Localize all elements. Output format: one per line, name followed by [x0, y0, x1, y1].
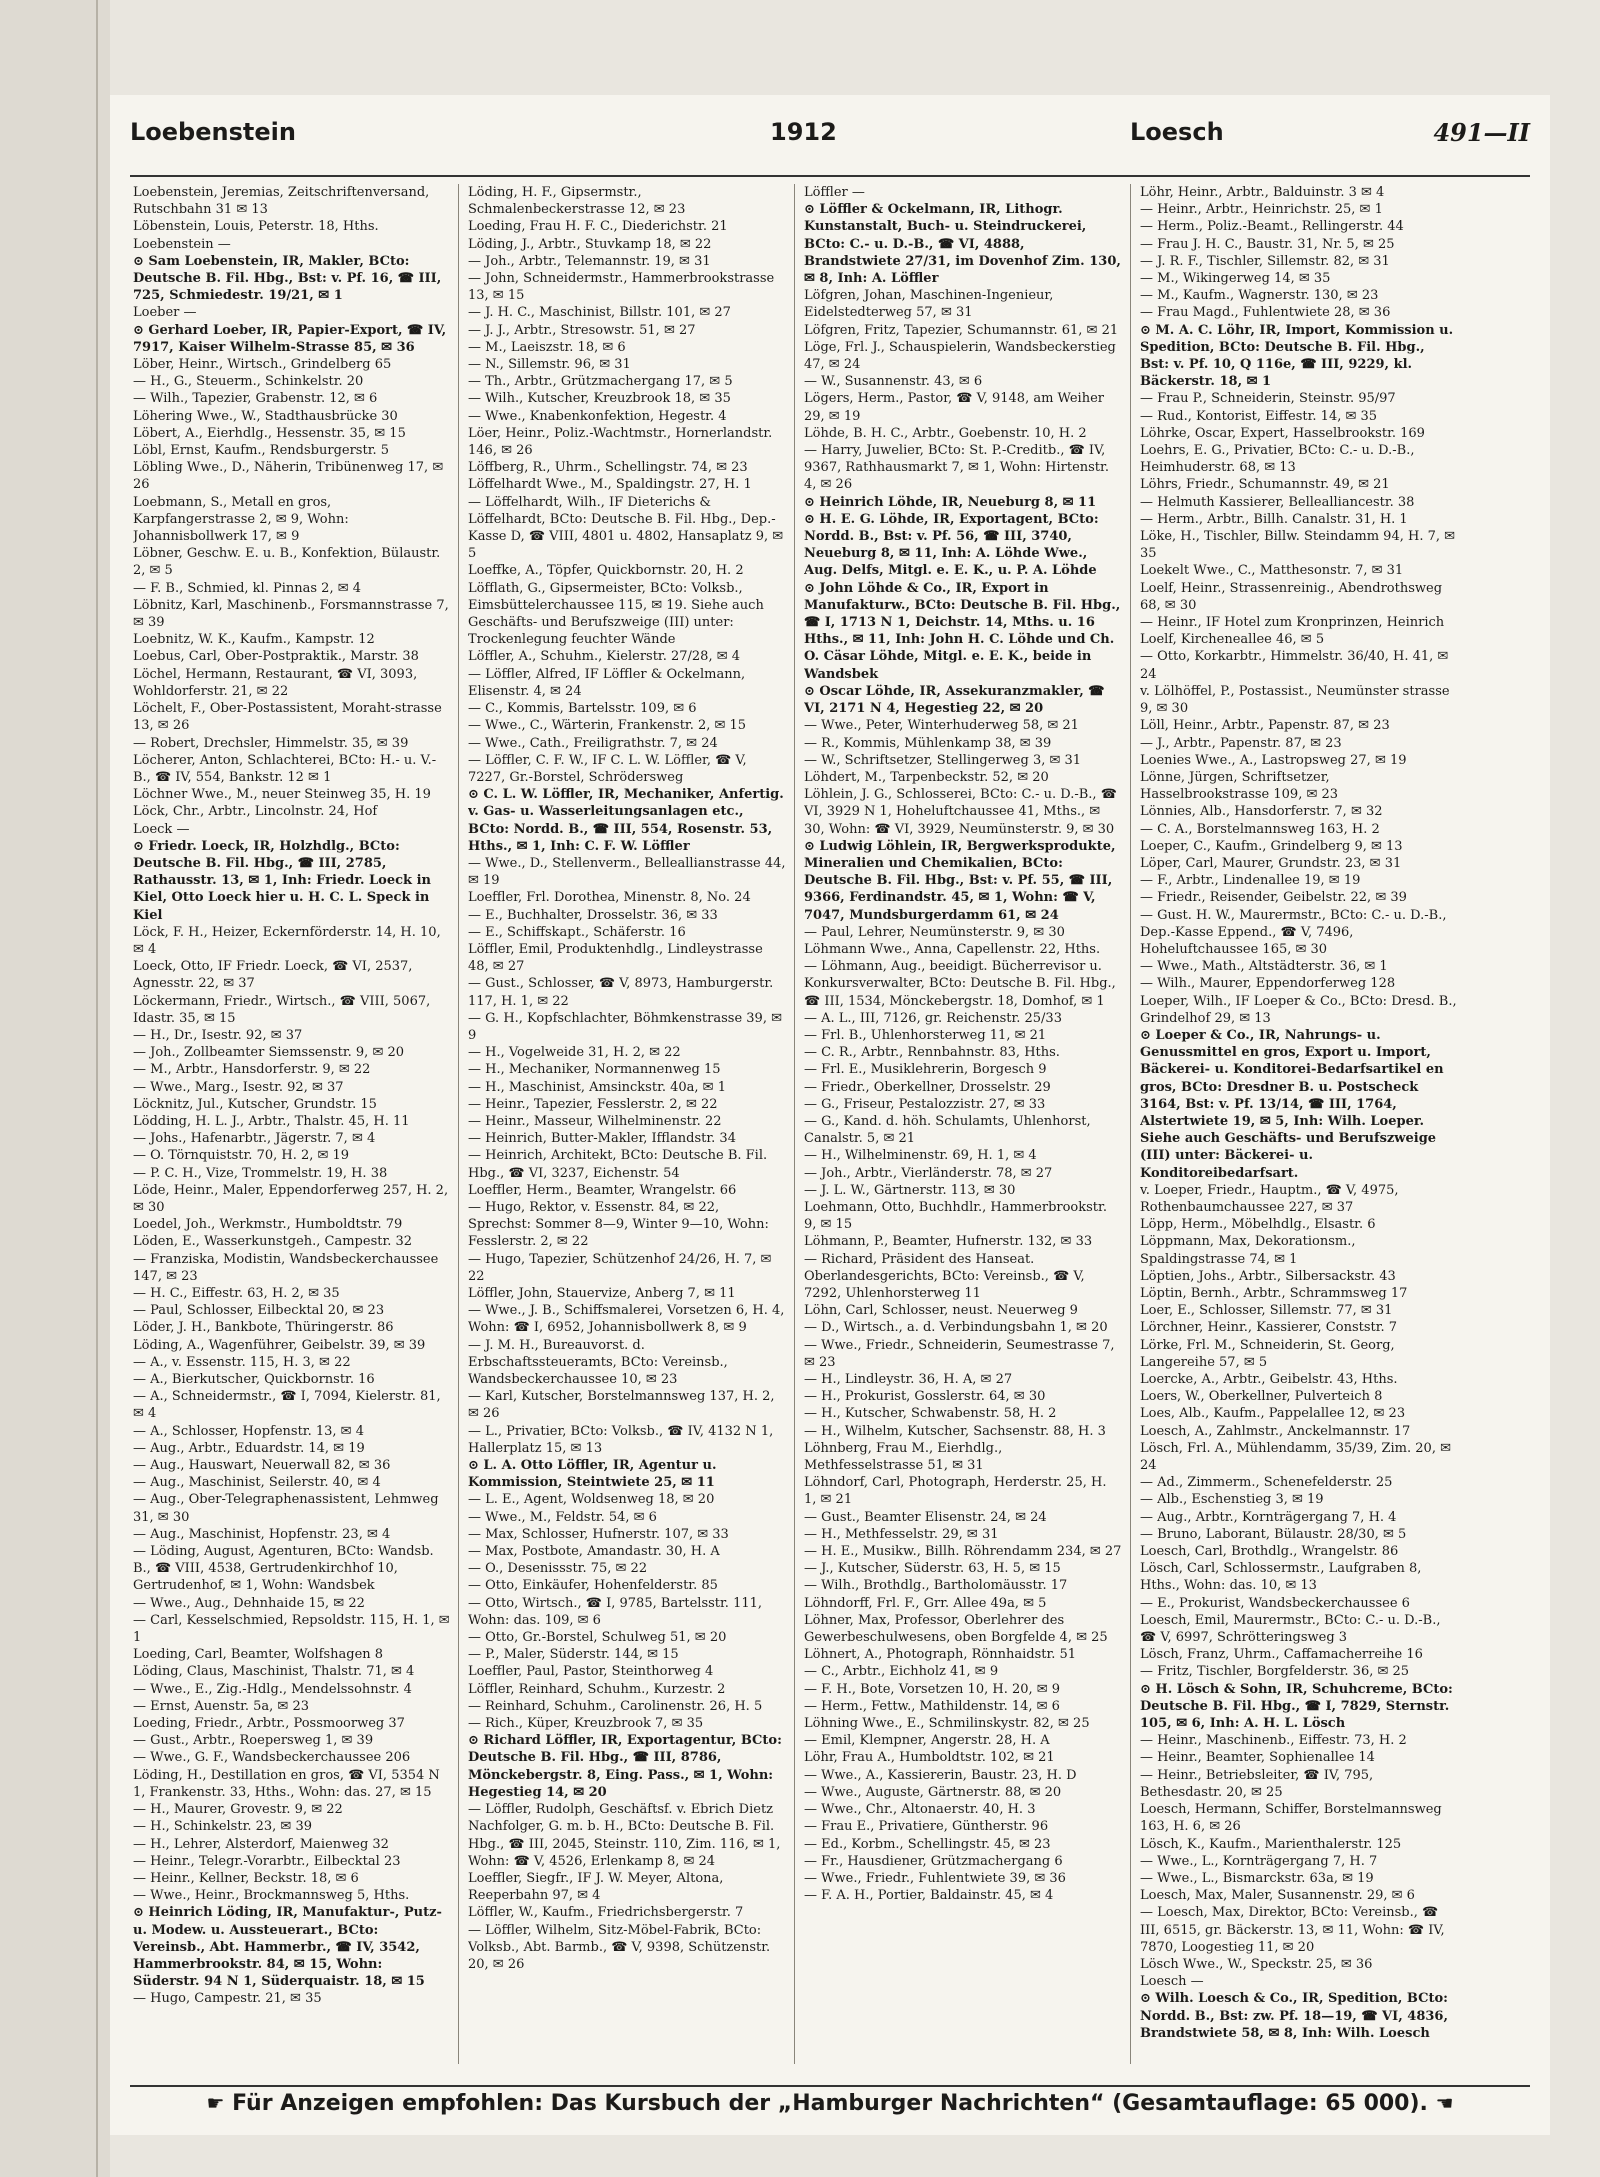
- directory-entry: — Wwe., M., Feldstr. 54, ✉ 6: [468, 1509, 657, 1525]
- directory-entry: — J., Arbtr., Papenstr. 87, ✉ 23: [1140, 735, 1342, 751]
- directory-entry: ⊙ Richard Löffler, IR, Exportagentur, BCto: Deutsche B. Fil. Hbg., ☎ III, 8786, Mönckebergstr. 8, Eing. Pass., ✉ 1, Wohn: Hegestieg 14, ✉ 20: [468, 1733, 782, 1800]
- directory-entry: ⊙ H. E. G. Löhde, IR, Exportagent, BCto: Nordd. B., Bst: v. Pf. 56, ☎ III, 3740, Neueburg 8, ✉ 11, Inh: A. Löhde Wwe., Aug. Delfs, Mitgl. e. E. K., u. P. A. Löhde: [804, 511, 1099, 579]
- directory-entry: — Rud., Kontorist, Eiffestr. 14, ✉ 35: [1140, 408, 1378, 424]
- directory-entry: ⊙ Oscar Löhde, IR, Assekuranzmakler, ☎ VI, 2171 N 4, Hegestieg 22, ✉ 20: [804, 683, 1105, 717]
- directory-entry: — Karl, Kutscher, Borstelmannsweg 137, H. 2, ✉ 26: [468, 1389, 775, 1422]
- directory-entry: — Heinrich, Architekt, BCto: Deutsche B. Fil. Hbg., ☎ VI, 3237, Eichenstr. 54: [468, 1148, 768, 1181]
- directory-entry: Löding, H., Destillation en gros, ☎ VI, 5354 N 1, Frankenstr. 33, Hths., Wohn: das. 27, ✉ 15: [133, 1767, 440, 1800]
- directory-entry: — A., Schlosser, Hopfenstr. 13, ✉ 4: [133, 1423, 364, 1439]
- directory-entry: — Paul, Schlosser, Eilbecktal 20, ✉ 23: [133, 1303, 385, 1319]
- directory-entry: Lönnies, Alb., Hansdorferstr. 7, ✉ 32: [1140, 804, 1383, 820]
- directory-entry: — Wilh., Brothdlg., Bartholomäusstr. 17: [804, 1578, 1068, 1594]
- directory-entry: — Otto, Wirtsch., ☎ I, 9785, Bartelsstr. 111, Wohn: das. 109, ✉ 6: [468, 1595, 763, 1628]
- directory-entry: — O. Törnquiststr. 70, H. 2, ✉ 19: [133, 1148, 350, 1164]
- directory-entry: — H., Dr., Isestr. 92, ✉ 37: [133, 1027, 303, 1043]
- directory-entry: Loedel, Joh., Werkmstr., Humboldtstr. 79: [133, 1217, 403, 1233]
- directory-entry: — Aug., Arbtr., Eduardstr. 14, ✉ 19: [133, 1440, 365, 1456]
- directory-entry: ⊙ Ludwig Löhlein, IR, Bergwerksprodukte, Mineralien und Chemikalien, BCto: Deutsche B. Fil. Hbg., Bst: v. Pf. 55, ☎ III, 9366, Ferdinandstr. 45, ✉ 1, Wohn: ☎ V, 7047, Mundsburgerdamm 61, ✉ 24: [804, 838, 1116, 923]
- directory-entry: — O., Desenissstr. 75, ✉ 22: [468, 1561, 648, 1577]
- directory-entry: Loebenstein, Jeremias, Zeitschriftenversand, Rutschbahn 31 ✉ 13: [133, 185, 430, 218]
- directory-entry: — G., Kand. d. höh. Schulamts, Uhlenhorst, Canalstr. 5, ✉ 21: [804, 1113, 1091, 1147]
- directory-entry: — Joh., Arbtr., Vierländerstr. 78, ✉ 27: [804, 1165, 1053, 1181]
- directory-entry: Loesch, Max, Maler, Susannenstr. 29, ✉ 6: [1140, 1888, 1415, 1904]
- directory-entry: — J. H. C., Maschinist, Billstr. 101, ✉ 27: [468, 305, 731, 321]
- directory-entry: Löder, J. H., Bankbote, Thüringerstr. 86: [133, 1320, 394, 1336]
- directory-entry: — John, Schneidermstr., Hammerbrookstrasse 13, ✉ 15: [468, 271, 775, 304]
- directory-entry: Löhmann Wwe., Anna, Capellenstr. 22, Hths.: [804, 941, 1101, 957]
- directory-entry: — Otto, Gr.-Borstel, Schulweg 51, ✉ 20: [468, 1630, 727, 1646]
- directory-entry: — Alb., Eschenstieg 3, ✉ 19: [1140, 1492, 1324, 1508]
- directory-entry: Löffler, John, Stauervize, Anberg 7, ✉ 11: [468, 1286, 736, 1301]
- directory-entry: Löcherer, Anton, Schlachterei, BCto: H.- u. V.-B., ☎ IV, 554, Bankstr. 12 ✉ 1: [133, 752, 437, 785]
- column-4: [1140, 184, 1458, 2064]
- directory-entry: — Fritz, Tischler, Borgfelderstr. 36, ✉ 25: [1140, 1664, 1410, 1680]
- directory-entry: ⊙ M. A. C. Löhr, IR, Import, Kommission u. Spedition, BCto: Deutsche B. Fil. Hbg., Bst: v. Pf. 10, Q 116e, ☎ III, 9229, kl. Bäckerstr. 18, ✉ 1: [1140, 322, 1454, 390]
- directory-entry: — H. C., Eiffestr. 63, H. 2, ✉ 35: [133, 1286, 340, 1301]
- directory-entry: Loehmann, Otto, Buchhdlr., Hammerbrookstr. 9, ✉ 15: [804, 1199, 1107, 1233]
- directory-entry: Löhnberg, Frau M., Eierhdlg., Methfesselstrasse 51, ✉ 31: [804, 1440, 1003, 1474]
- directory-entry: — Bruno, Laborant, Bülaustr. 28/30, ✉ 5: [1140, 1526, 1407, 1542]
- directory-entry: — R., Kommis, Mühlenkamp 38, ✉ 39: [804, 735, 1052, 751]
- directory-entry: ⊙ Loeper & Co., IR, Nahrungs- u. Genussmittel en gros, Export u. Import, Bäckerei- u. Konditorei-Bedarfsartikel en gros, BCto: Dresdner B. u. Postscheck 3164, Bst: v. Pf. 13/14, ☎ III, 1764, Alstertwiete 19, ✉ 5, Inh: Wilh. Loeper. Siehe auch Geschäfts- und Berufszweige (III) unter: Bäckerei- u. Konditoreibedarfsart.: [1140, 1027, 1444, 1181]
- directory-entry: — H., Maurer, Grovestr. 9, ✉ 22: [133, 1802, 343, 1818]
- directory-entry: Loeding, Friedr., Arbtr., Possmoorweg 37: [133, 1716, 405, 1732]
- column-divider-1: [458, 184, 459, 2064]
- directory-entry: — H., Mechaniker, Normannenweg 15: [468, 1062, 721, 1078]
- directory-entry: — Wwe., Math., Altstädterstr. 36, ✉ 1: [1140, 959, 1388, 975]
- directory-entry: — Wwe., Friedr., Schneiderin, Seumestrasse 7, ✉ 23: [804, 1337, 1115, 1370]
- directory-entry: — N., Sillemstr. 96, ✉ 31: [468, 357, 631, 373]
- directory-entry: Löffelhardt Wwe., M., Spaldingstr. 27, H. 1: [468, 477, 752, 493]
- directory-entry: — D., Wirtsch., a. d. Verbindungsbahn 1, ✉ 20: [804, 1320, 1108, 1336]
- directory-entry: — Richard, Präsident des Hanseat. Oberlandesgerichts, BCto: Vereinsb., ☎ V, 7292, Uhlenhorsterweg 11: [804, 1251, 1085, 1301]
- directory-entry: Löhrs, Friedr., Schumannstr. 49, ✉ 21: [1140, 477, 1390, 493]
- directory-entry: Löbenstein, Louis, Peterstr. 18, Hths.: [133, 219, 379, 235]
- directory-entry: Löbl, Ernst, Kaufm., Rendsburgerstr. 5: [133, 443, 390, 459]
- directory-entry: Loeffler, Siegfr., IF J. W. Meyer, Altona, Reeperbahn 97, ✉ 4: [468, 1870, 724, 1904]
- directory-entry: — Wwe., Aug., Dehnhaide 15, ✉ 22: [133, 1595, 365, 1611]
- directory-entry: — Gust. H. W., Maurermstr., BCto: C.- u. D.-B., Dep.-Kasse Eppend., ☎ V, 7496, Hoheluftchaussee 165, ✉ 30: [1140, 907, 1447, 957]
- directory-entry: — Johs., Hafenarbtr., Jägerstr. 7, ✉ 4: [133, 1131, 376, 1147]
- directory-entry: Löke, H., Tischler, Billw. Steindamm 94, H. 7, ✉ 35: [1140, 529, 1456, 562]
- column-3: [804, 184, 1122, 2064]
- directory-entry: — Heinr., Telegr.-Vorarbtr., Eilbecktal 23: [133, 1853, 401, 1869]
- header-year: 1912: [770, 118, 837, 146]
- directory-entry: — Aug., Maschinist, Seilerstr. 40, ✉ 4: [133, 1475, 381, 1491]
- directory-entry: — Frl. B., Uhlenhorsterweg 11, ✉ 21: [804, 1027, 1047, 1043]
- column-1: [133, 184, 451, 2064]
- directory-entry: Löhnert, A., Photograph, Rönnhaidstr. 51: [804, 1647, 1077, 1663]
- directory-entry: Löden, E., Wasserkunstgeh., Campestr. 32: [133, 1234, 413, 1250]
- pointing-hand-right-icon: ☚: [1435, 2091, 1454, 2115]
- directory-entry: Löfflath, G., Gipsermeister, BCto: Volksb., Eimsbüttelerchaussee 115, ✉ 19. Siehe auch Geschäfts- und Berufszweige (III) unter: Trockenlegung feuchter Wände: [468, 580, 764, 648]
- directory-entry: Loesch —: [1140, 1974, 1204, 1990]
- binding-edge: [96, 0, 98, 2177]
- directory-entry: — Herm., Poliz.-Beamt., Rellingerstr. 44: [1140, 219, 1404, 235]
- directory-entry: — M., Kaufm., Wagnerstr. 130, ✉ 23: [1140, 288, 1379, 304]
- directory-entry: — H., Wilhelminenstr. 69, H. 1, ✉ 4: [804, 1148, 1037, 1164]
- directory-entry: Loeffke, A., Töpfer, Quickbornstr. 20, H. 2: [468, 563, 744, 579]
- directory-entry: ⊙ Wilh. Loesch & Co., IR, Spedition, BCto: Nordd. B., Bst: zw. Pf. 18—19, ☎ VI, 4836, Brandstwiete 58, ✉ 8, Inh: Wilh. Loesch: [1140, 1991, 1448, 2041]
- directory-entry: — Rich., Küper, Kreuzbrook 7, ✉ 35: [468, 1716, 704, 1732]
- directory-entry: — L. E., Agent, Woldsenweg 18, ✉ 20: [468, 1492, 715, 1508]
- footer-ad-text: Für Anzeigen empfohlen: Das Kursbuch der „Hamburger Nachrichten“ (Gesamtauflage: 65 000).: [232, 2091, 1428, 2116]
- directory-entry: — Löffler, Alfred, IF Löffler & Ockelmann, Elisenstr. 4, ✉ 24: [468, 666, 746, 699]
- directory-entry: — Hugo, Rektor, v. Essenstr. 84, ✉ 22, Sprechst: Sommer 8—9, Winter 9—10, Wohn: Fesslerstr. 2, ✉ 22: [468, 1199, 769, 1250]
- directory-entry: — A. L., III, 7126, gr. Reichenstr. 25/33: [804, 1010, 1062, 1026]
- directory-entry: — C., Arbtr., Eichholz 41, ✉ 9: [804, 1664, 999, 1680]
- directory-entry: — G., Friseur, Pestalozzistr. 27, ✉ 33: [804, 1096, 1046, 1112]
- pointing-hand-left-icon: ☛: [206, 2091, 225, 2115]
- directory-entry: — Herm., Fettw., Mathildenstr. 14, ✉ 6: [804, 1698, 1060, 1714]
- directory-entry: Löchelt, F., Ober-Postassistent, Moraht-strasse 13, ✉ 26: [133, 701, 442, 734]
- directory-entry: — Aug., Hauswart, Neuerwall 82, ✉ 36: [133, 1458, 391, 1474]
- directory-entry: — H., Vogelweide 31, H. 2, ✉ 22: [468, 1045, 681, 1061]
- header-rule: [130, 175, 1530, 177]
- directory-entry: ⊙ C. L. W. Löffler, IR, Mechaniker, Anfertig. v. Gas- u. Wasserleitungsanlagen etc., BCto: Nordd. B., ☎ III, 554, Rosenstr. 53, Hths., ✉ 1, Inh: C. F. W. Löffler: [468, 787, 784, 854]
- directory-entry: — Joh., Arbtr., Telemannstr. 19, ✉ 31: [468, 253, 711, 269]
- directory-entry: — E., Buchhalter, Drosselstr. 36, ✉ 33: [468, 907, 718, 923]
- directory-entry: — H., Methfesselstr. 29, ✉ 31: [804, 1526, 999, 1542]
- directory-entry: — Wwe., L., Bismarckstr. 63a, ✉ 19: [1140, 1870, 1374, 1886]
- directory-entry: — Wilh., Maurer, Eppendorferweg 128: [1140, 976, 1396, 992]
- directory-entry: Löhner, Max, Professor, Oberlehrer des Gewerbeschulwesens, oben Borgfelde 4, ✉ 25: [804, 1612, 1108, 1646]
- directory-entry: Lösch, Carl, Schlossermstr., Laufgraben 8, Hths., Wohn: das. 10, ✉ 13: [1140, 1561, 1422, 1594]
- directory-entry: ⊙ L. A. Otto Löffler, IR, Agentur u. Kommission, Steintwiete 25, ✉ 11: [468, 1458, 717, 1491]
- directory-entry: — J. J., Arbtr., Stresowstr. 51, ✉ 27: [468, 322, 696, 338]
- directory-entry: — Aug., Maschinist, Hopfenstr. 23, ✉ 4: [133, 1526, 391, 1542]
- directory-entry: — J. M. H., Bureauvorst. d. Erbschaftssteueramts, BCto: Vereinsb., Wandsbeckerchaussee 10, ✉ 23: [468, 1337, 728, 1388]
- directory-entry: Löll, Heinr., Arbtr., Papenstr. 87, ✉ 23: [1140, 718, 1390, 734]
- directory-entry: Löding, A., Wagenführer, Geibelstr. 39, ✉ 39: [133, 1337, 426, 1353]
- directory-entry: Löhndorf, Carl, Photograph, Herderstr. 25, H. 1, ✉ 21: [804, 1475, 1107, 1508]
- directory-entry: ⊙ Friedr. Loeck, IR, Holzhdlg., BCto: Deutsche B. Fil. Hbg., ☎ III, 2785, Rathausstr. 13, ✉ 1, Inh: Friedr. Loeck in Kiel, Otto Loeck hier u. H. C. L. Speck in Kiel: [133, 838, 431, 923]
- column-divider-3: [1130, 184, 1131, 2064]
- directory-entry: — Heinr., Arbtr., Heinrichstr. 25, ✉ 1: [1140, 202, 1383, 218]
- directory-entry: Löbling Wwe., D., Näherin, Tribünenweg 17, ✉ 26: [133, 460, 444, 493]
- directory-entry: — Frau J. H. C., Baustr. 31, Nr. 5, ✉ 25: [1140, 236, 1395, 252]
- directory-entry: Loeding, Carl, Beamter, Wolfshagen 8: [133, 1647, 384, 1663]
- directory-entry: — Gust., Schlosser, ☎ V, 8973, Hamburgerstr. 117, H. 1, ✉ 22: [468, 976, 774, 1009]
- directory-entry: Löffberg, R., Uhrm., Schellingstr. 74, ✉ 23: [468, 460, 748, 476]
- directory-entry: Loeffler, Paul, Pastor, Steinthorweg 4: [468, 1664, 714, 1680]
- directory-entry: Loelf, Heinr., Strassenreinig., Abendrothsweg 68, ✉ 30: [1140, 580, 1443, 613]
- directory-entry: Lösch, Franz, Uhrm., Caffamacherreihe 16: [1140, 1647, 1423, 1663]
- directory-entry: — Wwe., D., Stellenverm., Belleallianstrasse 44, ✉ 19: [468, 855, 786, 889]
- directory-entry: Löchel, Hermann, Restaurant, ☎ VI, 3093, Wohldorferstr. 21, ✉ 22: [133, 666, 418, 699]
- directory-entry: Löchner Wwe., M., neuer Steinweg 35, H. 19: [133, 787, 431, 803]
- directory-entry: Löhndorff, Frl. F., Grr. Allee 49a, ✉ 5: [804, 1595, 1047, 1611]
- directory-entry: — Wwe., Chr., Altonaerstr. 40, H. 3: [804, 1802, 1036, 1818]
- directory-entry: Loekelt Wwe., C., Matthesonstr. 7, ✉ 31: [1140, 563, 1404, 579]
- directory-entry: — Max, Schlosser, Hufnerstr. 107, ✉ 33: [468, 1526, 729, 1542]
- directory-entry: — E., Schiffskapt., Schäferstr. 16: [468, 924, 686, 940]
- directory-entry: — J. L. W., Gärtnerstr. 113, ✉ 30: [804, 1182, 1016, 1198]
- directory-entry: — H., Prokurist, Gosslerstr. 64, ✉ 30: [804, 1389, 1046, 1405]
- page-number: 491—II: [1433, 118, 1530, 147]
- directory-entry: Löffler, Reinhard, Schuhm., Kurzestr. 2: [468, 1681, 726, 1697]
- directory-entry: Loesch, Hermann, Schiffer, Borstelmannsweg 163, H. 6, ✉ 26: [1140, 1802, 1442, 1835]
- directory-entry: — J., Kutscher, Süderstr. 63, H. 5, ✉ 15: [804, 1561, 1061, 1577]
- directory-entry: — Carl, Kesselschmied, Repsoldstr. 115, H. 1, ✉ 1: [133, 1612, 450, 1646]
- directory-entry: Loeber —: [133, 305, 197, 321]
- directory-entry: — Reinhard, Schuhm., Carolinenstr. 26, H. 5: [468, 1698, 763, 1714]
- directory-entry: — E., Prokurist, Wandsbeckerchaussee 6: [1140, 1595, 1410, 1611]
- directory-entry: Loeck, Otto, IF Friedr. Loeck, ☎ VI, 2537, Agnesstr. 22, ✉ 37: [133, 959, 413, 992]
- directory-entry: — Wwe., E., Zig.-Hdlg., Mendelssohnstr. 4: [133, 1681, 412, 1697]
- directory-entry: — Heinr., Tapezier, Fesslerstr. 2, ✉ 22: [468, 1096, 718, 1112]
- directory-entry: Löhning Wwe., E., Schmilinskystr. 82, ✉ 25: [804, 1716, 1090, 1732]
- directory-entry: Löhering Wwe., W., Stadthausbrücke 30: [133, 408, 398, 424]
- directory-entry: Lörke, Frl. M., Schneiderin, St. Georg, Langereihe 57, ✉ 5: [1140, 1337, 1395, 1370]
- directory-entry: — Hugo, Campestr. 21, ✉ 35: [133, 1991, 322, 2007]
- directory-entry: Loes, Alb., Kaufm., Pappelallee 12, ✉ 23: [1140, 1406, 1406, 1422]
- directory-entry: Löhr, Frau A., Humboldtstr. 102, ✉ 21: [804, 1750, 1055, 1766]
- directory-entry: Löptin, Bernh., Arbtr., Schrammsweg 17: [1140, 1286, 1408, 1301]
- directory-entry: Lögers, Herm., Pastor, ☎ V, 9148, am Weiher 29, ✉ 19: [804, 391, 1104, 424]
- directory-entry: — Löding, August, Agenturen, BCto: Wandsb. B., ☎ VIII, 4538, Gertrudenkirchhof 10, Gertrudenhof, ✉ 1, Wohn: Wandsbek: [133, 1544, 434, 1594]
- directory-entry: — Paul, Lehrer, Neumünsterstr. 9, ✉ 30: [804, 924, 1065, 940]
- directory-entry: Lösch, Frl. A., Mühlendamm, 35/39, Zim. 20, ✉ 24: [1140, 1440, 1451, 1474]
- advertisement-footer: [130, 2085, 1530, 2121]
- directory-entry: — Gust., Arbtr., Roepersweg 1, ✉ 39: [133, 1733, 374, 1749]
- directory-entry: Löhlein, J. G., Schlosserei, BCto: C.- u. D.-B., ☎ VI, 3929 N 1, Hoheluftchaussee 41, Mths., ✉ 30, Wohn: ☎ VI, 3929, Neumünsterstr. 9, ✉ 30: [804, 787, 1117, 837]
- directory-entry: Löper, Carl, Maurer, Grundstr. 23, ✉ 31: [1140, 855, 1402, 871]
- directory-entry: — Wwe., Friedr., Fuhlentwiete 39, ✉ 36: [804, 1870, 1066, 1886]
- directory-entry: — Otto, Einkäufer, Hohenfelderstr. 85: [468, 1578, 718, 1594]
- directory-entry: — C., Kommis, Bartelsstr. 109, ✉ 6: [468, 701, 697, 717]
- directory-entry: Loebnitz, W. K., Kaufm., Kampstr. 12: [133, 632, 375, 648]
- directory-entry: — Wwe., A., Kassiererin, Baustr. 23, H. D: [804, 1767, 1077, 1783]
- directory-entry: Löcknitz, Jul., Kutscher, Grundstr. 15: [133, 1096, 377, 1112]
- directory-entry: Loeffler, Frl. Dorothea, Minenstr. 8, No. 24: [468, 890, 751, 906]
- directory-entry: — J. R. F., Tischler, Sillemstr. 82, ✉ 31: [1140, 253, 1390, 269]
- directory-entry: Löptien, Johs., Arbtr., Silbersackstr. 43: [1140, 1268, 1396, 1284]
- directory-entry: — P., Maler, Süderstr. 144, ✉ 15: [468, 1647, 679, 1663]
- directory-entry: Löbert, A., Eierhdlg., Hessenstr. 35, ✉ 15: [133, 425, 406, 441]
- directory-entry: — Löffler, Wilhelm, Sitz-Möbel-Fabrik, BCto: Volksb., Abt. Barmb., ☎ V, 9398, Schützenstr. 20, ✉ 26: [468, 1922, 771, 1972]
- directory-entry: — Emil, Klempner, Angerstr. 28, H. A: [804, 1733, 1050, 1749]
- directory-entry: Lörchner, Heinr., Kassierer, Conststr. 7: [1140, 1320, 1398, 1336]
- directory-entry: — Helmuth Kassierer, Bellealliancestr. 38: [1140, 494, 1415, 510]
- directory-entry: Löck, Chr., Arbtr., Lincolnstr. 24, Hof: [133, 804, 378, 820]
- directory-entry: Löck, F. H., Heizer, Eckernförderstr. 14, H. 10, ✉ 4: [133, 924, 441, 957]
- directory-entry: — Franziska, Modistin, Wandsbeckerchaussee 147, ✉ 23: [133, 1251, 439, 1284]
- directory-entry: — Wwe., Peter, Winterhuderweg 58, ✉ 21: [804, 718, 1079, 734]
- directory-entry: — Wilh., Kutscher, Kreuzbrook 18, ✉ 35: [468, 391, 731, 407]
- directory-entry: — H., Schinkelstr. 23, ✉ 39: [133, 1819, 313, 1835]
- directory-entry: Loebus, Carl, Ober-Postpraktik., Marstr. 38: [133, 649, 419, 665]
- directory-entry: — Gust., Beamter Elisenstr. 24, ✉ 24: [804, 1509, 1047, 1525]
- directory-entry: Loehrs, E. G., Privatier, BCto: C.- u. D.-B., Heimhuderstr. 68, ✉ 13: [1140, 443, 1415, 476]
- directory-entry: — Joh., Zollbeamter Siemssenstr. 9, ✉ 20: [133, 1045, 405, 1061]
- directory-entry: — F. A. H., Portier, Baldainstr. 45, ✉ 4: [804, 1888, 1054, 1904]
- header-left-keyword: Loebenstein: [130, 118, 296, 146]
- directory-entry: — Wwe., Marg., Isestr. 92, ✉ 37: [133, 1079, 344, 1095]
- directory-entry: Löbner, Geschw. E. u. B., Konfektion, Bülaustr. 2, ✉ 5: [133, 546, 441, 579]
- directory-entry: — Wilh., Tapezier, Grabenstr. 12, ✉ 6: [133, 391, 378, 407]
- directory-entry: ⊙ Heinrich Löhde, IR, Neueburg 8, ✉ 11: [804, 494, 1097, 510]
- directory-entry: Löfgren, Johan, Maschinen-Ingenieur, Eidelstedterweg 57, ✉ 31: [804, 288, 1054, 321]
- directory-entry: — Heinr., Maschinenb., Eiffestr. 73, H. 2: [1140, 1733, 1407, 1749]
- directory-entry: — Löhmann, Aug., beeidigt. Bücherrevisor u. Konkursverwalter, BCto: Deutsche B. Fil. Hbg., ☎ III, 1534, Mönckebergstr. 18, Domhof, ✉ 1: [804, 959, 1116, 1009]
- directory-entry: Löffler, Emil, Produktenhdlg., Lindleystrasse 48, ✉ 27: [468, 941, 763, 975]
- directory-entry: — H., Wilhelm, Kutscher, Sachsenstr. 88, H. 3: [804, 1423, 1106, 1439]
- directory-entry: — Herm., Arbtr., Billh. Canalstr. 31, H. 1: [1140, 511, 1408, 527]
- directory-entry: Loers, W., Oberkellner, Pulverteich 8: [1140, 1389, 1383, 1405]
- directory-entry: Lönne, Jürgen, Schriftsetzer, Hasselbrookstrasse 109, ✉ 23: [1140, 769, 1339, 803]
- directory-entry: Lösch, K., Kaufm., Marienthalerstr. 125: [1140, 1836, 1402, 1852]
- directory-entry: — Ad., Zimmerm., Schenefelderstr. 25: [1140, 1475, 1393, 1491]
- directory-entry: — G. H., Kopfschlachter, Böhmkenstrasse 39, ✉ 9: [468, 1010, 782, 1043]
- directory-entry: Loer, E., Schlosser, Sillemstr. 77, ✉ 31: [1140, 1303, 1393, 1319]
- directory-entry: — F., Arbtr., Lindenallee 19, ✉ 19: [1140, 873, 1361, 889]
- directory-entry: — Frau P., Schneiderin, Steinstr. 95/97: [1140, 391, 1396, 407]
- directory-entry: Löffler —: [804, 185, 865, 200]
- directory-entry: — H., Maschinist, Amsinckstr. 40a, ✉ 1: [468, 1079, 726, 1095]
- directory-entry: — Harry, Juwelier, BCto: St. P.-Creditb., ☎ IV, 9367, Rathhausmarkt 7, ✉ 1, Wohn: Hirtenstr. 4, ✉ 26: [804, 443, 1109, 493]
- directory-entry: — W., Susannenstr. 43, ✉ 6: [804, 374, 983, 390]
- directory-entry: Loebmann, S., Metall en gros, Karpfangerstrasse 2, ✉ 9, Wohn: Johannisbollwerk 17, ✉ 9: [133, 494, 349, 545]
- directory-entry: Löding, Claus, Maschinist, Thalstr. 71, ✉ 4: [133, 1664, 415, 1680]
- directory-entry: — H., Kutscher, Schwabenstr. 58, H. 2: [804, 1406, 1057, 1422]
- directory-entry: Loeffler, Herm., Beamter, Wrangelstr. 66: [468, 1182, 737, 1198]
- directory-entry: — Heinr., Beamter, Sophienallee 14: [1140, 1750, 1375, 1766]
- directory-entry: — Hugo, Tapezier, Schützenhof 24/26, H. 7, ✉ 22: [468, 1251, 772, 1284]
- directory-entry: Löpp, Herm., Möbelhdlg., Elsastr. 6: [1140, 1217, 1376, 1233]
- directory-entry: — Wwe., Cath., Freiligrathstr. 7, ✉ 24: [468, 735, 718, 751]
- directory-entry: — Ernst, Auenstr. 5a, ✉ 23: [133, 1698, 309, 1714]
- directory-entry: — Wwe., Knabenkonfektion, Hegestr. 4: [468, 408, 727, 424]
- directory-entry: — C. A., Borstelmannsweg 163, H. 2: [1140, 821, 1380, 837]
- directory-entry: — M., Wikingerweg 14, ✉ 35: [1140, 271, 1331, 287]
- directory-entry: Lösch Wwe., W., Speckstr. 25, ✉ 36: [1140, 1956, 1373, 1972]
- directory-entry: — Löffelhardt, Wilh., IF Dieterichs & Löffelhardt, BCto: Deutsche B. Fil. Hbg., Dep.-Kasse D, ☎ VIII, 4801 u. 4802, Hansaplatz 9, ✉ 5: [468, 494, 784, 562]
- column-2: [468, 184, 786, 2064]
- directory-entry: Löhrke, Oscar, Expert, Hasselbrookstr. 169: [1140, 425, 1425, 441]
- directory-entry: — M., Laeiszstr. 18, ✉ 6: [468, 339, 626, 355]
- directory-entry: — Wwe., G. F., Wandsbeckerchaussee 206: [133, 1750, 411, 1766]
- directory-entry: Löde, Heinr., Maler, Eppendorferweg 257, H. 2, ✉ 30: [133, 1182, 449, 1215]
- directory-entry: — H. E., Musikw., Billh. Röhrendamm 234, ✉ 27: [804, 1544, 1122, 1560]
- directory-entry: — Wwe., J. B., Schiffsmalerei, Vorsetzen 6, H. 4, Wohn: ☎ I, 6952, Johannisbollwerk 8, ✉ 9: [468, 1303, 785, 1336]
- directory-entry: — H., Lehrer, Alsterdorf, Maienweg 32: [133, 1836, 389, 1852]
- directory-entry: Loercke, A., Arbtr., Geibelstr. 43, Hths.: [1140, 1372, 1398, 1388]
- directory-entry: Löckermann, Friedr., Wirtsch., ☎ VIII, 5067, Idastr. 35, ✉ 15: [133, 993, 431, 1026]
- directory-entry: ⊙ Heinrich Löding, IR, Manufaktur-, Putz- u. Modew. u. Aussteuerart., BCto: Vereinsb., Abt. Hammerbr., ☎ IV, 3542, Hammerbrookstr. 84, ✉ 15, Wohn: Süderstr. 94 N 1, Süderquaistr. 18, ✉ 15: [133, 1905, 442, 1990]
- directory-entry: — Otto, Korkarbtr., Himmelstr. 36/40, H. 41, ✉ 24: [1140, 649, 1449, 682]
- binding-gutter: [0, 0, 110, 2177]
- directory-entry: Loesch, A., Zahlmstr., Anckelmannstr. 17: [1140, 1423, 1411, 1439]
- directory-entry: Löhde, B. H. C., Arbtr., Goebenstr. 10, H. 2: [804, 425, 1087, 441]
- directory-entry: Löbnitz, Karl, Maschinenb., Forsmannstrasse 7, ✉ 39: [133, 597, 449, 631]
- directory-entry: — Heinr., Betriebsleiter, ☎ IV, 795, Bethesdastr. 20, ✉ 25: [1140, 1767, 1374, 1800]
- directory-entry: — Aug., Ober-Telegraphenassistent, Lehmweg 31, ✉ 30: [133, 1492, 439, 1525]
- directory-entry: — L., Privatier, BCto: Volksb., ☎ IV, 4132 N 1, Hallerplatz 15, ✉ 13: [468, 1423, 774, 1456]
- directory-entry: Löffler, A., Schuhm., Kielerstr. 27/28, ✉ 4: [468, 649, 741, 665]
- directory-entry: — Heinrich, Butter-Makler, Ifflandstr. 34: [468, 1131, 736, 1147]
- directory-entry: ⊙ Sam Loebenstein, IR, Makler, BCto: Deutsche B. Fil. Hbg., Bst: v. Pf. 16, ☎ III, 725, Schmiedestr. 19/21, ✉ 1: [133, 253, 442, 304]
- directory-entry: — P. C. H., Vize, Trommelstr. 19, H. 38: [133, 1165, 388, 1181]
- column-divider-2: [794, 184, 795, 2064]
- directory-entry: Löhdert, M., Tarpenbeckstr. 52, ✉ 20: [804, 769, 1049, 785]
- header-right-keyword: Loesch: [1130, 118, 1224, 146]
- directory-entry: Löhn, Carl, Schlosser, neust. Neuerweg 9: [804, 1303, 1078, 1319]
- directory-entry: Loebenstein —: [133, 236, 231, 252]
- page-header: [130, 118, 1530, 158]
- directory-entry: Loeck —: [133, 821, 190, 837]
- directory-entry: — F. B., Schmied, kl. Pinnas 2, ✉ 4: [133, 580, 362, 596]
- directory-entry: — H., Lindleystr. 36, H. A, ✉ 27: [804, 1372, 1013, 1388]
- directory-entry: — Frau Magd., Fuhlentwiete 28, ✉ 36: [1140, 305, 1391, 321]
- directory-entry: — Heinr., Kellner, Beckstr. 18, ✉ 6: [133, 1870, 359, 1886]
- directory-entry: — Ed., Korbm., Schellingstr. 45, ✉ 23: [804, 1836, 1051, 1852]
- directory-entry: — Frau E., Privatiere, Güntherstr. 96: [804, 1819, 1049, 1835]
- directory-entry: Loenies Wwe., A., Lastropsweg 27, ✉ 19: [1140, 752, 1407, 768]
- directory-entry: — Wwe., Heinr., Brockmannsweg 5, Hths.: [133, 1888, 410, 1904]
- directory-entry: Löhmann, P., Beamter, Hufnerstr. 132, ✉ 33: [804, 1234, 1093, 1250]
- directory-entry: — Löffler, Rudolph, Geschäftsf. v. Ebrich Dietz Nachfolger, G. m. b. H., BCto: Deutsche B. Fil. Hbg., ☎ III, 2045, Steinstr. 110, Zim. 116, ✉ 1, Wohn: ☎ V, 4526, Erlenkamp 8, ✉ 24: [468, 1802, 781, 1869]
- directory-entry: — Löffler, C. F. W., IF C. L. W. Löffler, ☎ V, 7227, Gr.-Borstel, Schrödersweg: [468, 752, 747, 785]
- directory-entry: — Wwe., L., Kornträgergang 7, H. 7: [1140, 1853, 1378, 1869]
- directory-entry: Löber, Heinr., Wirtsch., Grindelberg 65: [133, 357, 392, 373]
- directory-entry: Löer, Heinr., Poliz.-Wachtmstr., Hornerlandstr. 146, ✉ 26: [468, 425, 773, 459]
- directory-entry: — Wwe., C., Wärterin, Frankenstr. 2, ✉ 15: [468, 718, 747, 734]
- directory-entry: ⊙ Löffler & Ockelmann, IR, Lithogr. Kunstanstalt, Buch- u. Steindruckerei, BCto: C.- u. D.-B., ☎ VI, 4888, Brandstwiete 27/31, im Dovenhof Zim. 130, ✉ 8, Inh: A. Löffler: [804, 202, 1121, 287]
- directory-entry: — Robert, Drechsler, Himmelstr. 35, ✉ 39: [133, 735, 409, 751]
- directory-entry: ⊙ John Löhde & Co., IR, Export in Manufakturw., BCto: Deutsche B. Fil. Hbg., ☎ I, 1713 N 1, Deichstr. 14, Mths. u. 16 Hths., ✉ 11, Inh: John H. C. Löhde und Ch. O. Cäsar Löhde, Mitgl. e. E. K., beide in Wandsbek: [804, 580, 1121, 682]
- directory-entry: — C. R., Arbtr., Rennbahnstr. 83, Hths.: [804, 1045, 1060, 1061]
- directory-entry: — Friedr., Reisender, Geibelstr. 22, ✉ 39: [1140, 890, 1407, 906]
- directory-entry: — W., Schriftsetzer, Stellingerweg 3, ✉ 31: [804, 752, 1082, 768]
- directory-entry: — A., v. Essenstr. 115, H. 3, ✉ 22: [133, 1354, 351, 1370]
- directory-entry: — A., Schneidermstr., ☎ I, 7094, Kielerstr. 81, ✉ 4: [133, 1389, 441, 1422]
- directory-entry: Löhr, Heinr., Arbtr., Balduinstr. 3 ✉ 4: [1140, 185, 1385, 200]
- directory-entry: — A., Bierkutscher, Quickbornstr. 16: [133, 1372, 375, 1388]
- directory-entry: — Fr., Hausdiener, Grützmachergang 6: [804, 1853, 1063, 1869]
- directory-entry: — Heinr., IF Hotel zum Kronprinzen, Heinrich Loelf, Kircheneallee 46, ✉ 5: [1140, 615, 1445, 648]
- directory-entry: Lödding, H. L. J., Arbtr., Thalstr. 45, H. 11: [133, 1113, 410, 1129]
- directory-entry: — Frl. E., Musiklehrerin, Borgesch 9: [804, 1062, 1047, 1078]
- directory-entry: v. Lölhöffel, P., Postassist., Neumünster strasse 9, ✉ 30: [1140, 683, 1450, 717]
- directory-entry: — Wwe., Auguste, Gärtnerstr. 88, ✉ 20: [804, 1784, 1062, 1800]
- directory-entry: Loesch, Emil, Maurermstr., BCto: C.- u. D.-B., ☎ V, 6997, Schrötteringsweg 3: [1140, 1612, 1441, 1646]
- directory-entry: Löfgren, Fritz, Tapezier, Schumannstr. 61, ✉ 21: [804, 322, 1119, 338]
- directory-entry: — Aug., Arbtr., Kornträgergang 7, H. 4: [1140, 1509, 1397, 1525]
- directory-entry: Loeper, Wilh., IF Loeper & Co., BCto: Dresd. B., Grindelhof 29, ✉ 13: [1140, 993, 1457, 1026]
- directory-entry: — H., G., Steuerm., Schinkelstr. 20: [133, 374, 364, 390]
- directory-entry: Löppmann, Max, Dekorationsm., Spaldingstrasse 74, ✉ 1: [1140, 1234, 1356, 1267]
- directory-entry: — F. H., Bote, Vorsetzen 10, H. 20, ✉ 9: [804, 1681, 1061, 1697]
- directory-entry: — Loesch, Max, Direktor, BCto: Vereinsb., ☎ III, 6515, gr. Bäckerstr. 13, ✉ 11, Wohn: ☎ IV, 7870, Loogestieg 11, ✉ 20: [1140, 1905, 1445, 1955]
- directory-entry: Loesch, Carl, Brothdlg., Wrangelstr. 86: [1140, 1544, 1399, 1560]
- directory-entry: Loeding, Frau H. F. C., Diederichstr. 21: [468, 219, 728, 235]
- directory-entry: Löding, H. F., Gipsermstr., Schmalenbeckerstrasse 12, ✉ 23: [468, 185, 686, 218]
- directory-entry: Löffler, W., Kaufm., Friedrichsbergerstr. 7: [468, 1905, 744, 1921]
- directory-entry: ⊙ H. Lösch & Sohn, IR, Schuhcreme, BCto: Deutsche B. Fil. Hbg., ☎ I, 7829, Sternstr. 105, ✉ 6, Inh: A. H. L. Lösch: [1140, 1681, 1453, 1732]
- directory-entry: — Heinr., Masseur, Wilhelminenstr. 22: [468, 1113, 722, 1129]
- directory-entry: — Max, Postbote, Amandastr. 30, H. A: [468, 1544, 720, 1560]
- directory-entry: — Friedr., Oberkellner, Drosselstr. 29: [804, 1079, 1051, 1095]
- directory-entry: v. Loeper, Friedr., Hauptm., ☎ V, 4975, Rothenbaumchaussee 227, ✉ 37: [1140, 1182, 1399, 1215]
- directory-entry: — Th., Arbtr., Grützmachergang 17, ✉ 5: [468, 374, 733, 390]
- directory-entry: Löding, J., Arbtr., Stuvkamp 18, ✉ 22: [468, 236, 712, 252]
- directory-entry: ⊙ Gerhard Loeber, IR, Papier-Export, ☎ IV, 7917, Kaiser Wilhelm-Strasse 85, ✉ 36: [133, 322, 447, 355]
- directory-entry: — M., Arbtr., Hansdorferstr. 9, ✉ 22: [133, 1062, 371, 1078]
- directory-entry: Loeper, C., Kaufm., Grindelberg 9, ✉ 13: [1140, 838, 1403, 854]
- directory-entry: Löge, Frl. J., Schauspielerin, Wandsbeckerstieg 47, ✉ 24: [804, 339, 1116, 373]
